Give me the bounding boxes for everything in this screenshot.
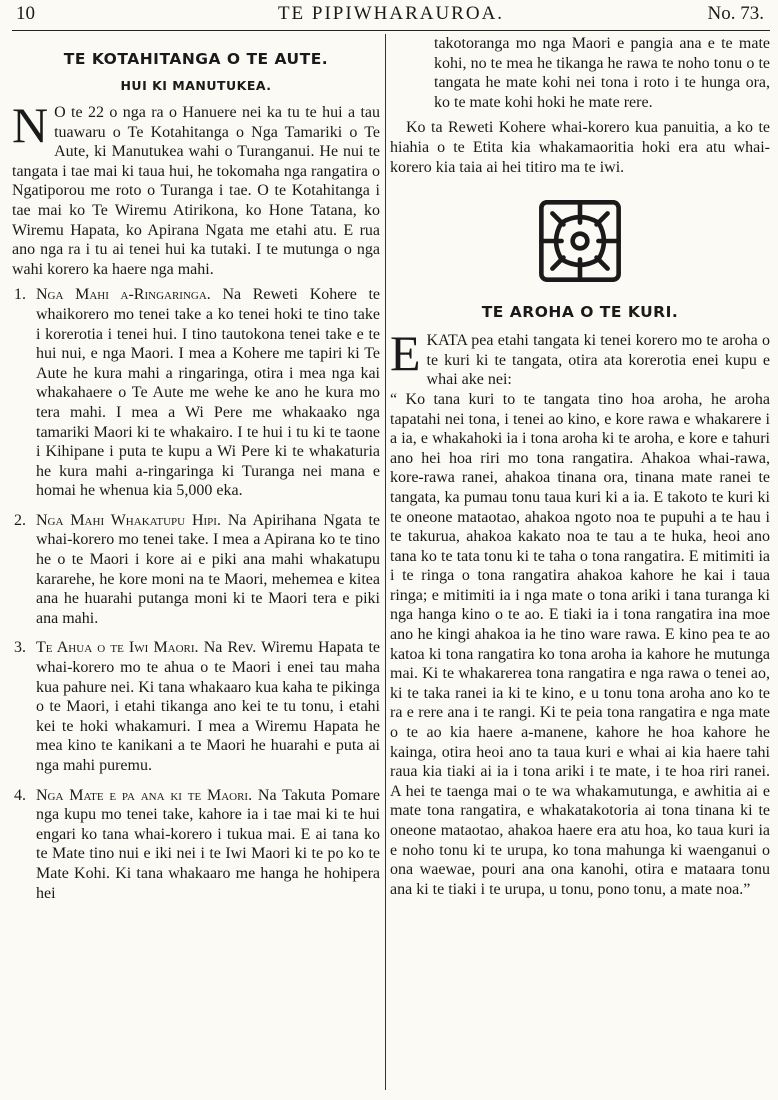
- agenda-item: 4. Nga Mate e pa ana ki te Maori. Na Takuta Pomare nga kupu mo tenei take, kahore ia i tae mai ki te hui engari ko tana whai-korero i tukua mai. E ai tana ko te Mate tino nui e iki nei i te Iwi Maori ki te po ko te Mate Kohi. Ki tana whakaaro me hanga he hohipera hei: [14, 786, 381, 902]
- drop-cap: E: [390, 325, 421, 382]
- item-text: Na Takuta Pomare nga kupu mo tenei take, kahore ia i tae mai ki te hui engari ko tana whai-korero i tukua mai. E ai tana ko te Mate tino nui e iki nei i te Iwi Maori ki te po ko te Mate Kohi. Ki tana whakaaro me hanga he hohipera hei: [36, 786, 381, 902]
- article-continuation: takotoranga mo nga Maori e pangia ana e te mate kohi, no te mea he tikanga he rawa te noho tonu o te tangata he mate kohi nei tona i roto i te hunga ora, ko te mate kohi hoki he mate rere.: [434, 35, 770, 111]
- article-closing: Ko ta Reweti Kohere whai-korero kua panuitia, a ko te hiahia o te Etita kia whakamaoritia hoki era atu whai-korero kia taia ai hei titiro ma te iwi.: [390, 119, 770, 176]
- decorative-ornament-icon: [534, 195, 626, 287]
- item-text: Na Apirihana Ngata te whai-korero mo tenei take. I mea a Apirana ko te tino he o te Maori i kore ai e piki ana mahi whakatupu kararehe, he kore moni na te Maori, mehemea e kitea ana he huarahi putanga moni ki te Maori tera e piki ana mahi.: [36, 511, 381, 627]
- page-number: 10: [16, 3, 35, 24]
- item-heading: Nga Mahi Whakatupu Hipi.: [36, 511, 221, 529]
- left-column: [12, 34, 380, 1094]
- item-heading: Nga Mahi a-Ringaringa.: [36, 286, 211, 304]
- columns: [12, 34, 770, 1094]
- article-title: TE AROHA O TE KURI.: [481, 303, 679, 322]
- item-heading: Te Ahua o te Iwi Maori.: [36, 639, 199, 657]
- drop-cap: N: [12, 97, 49, 153]
- article-subtitle: HUI KI MANUTUKEA.: [120, 78, 272, 93]
- intro-text: KATA pea etahi tangata ki tenei korero mo te aroha o te kuri ki te tangata, otira ata korerotia enei kupu e whai ake nei:: [426, 332, 770, 389]
- right-column: [390, 34, 770, 1094]
- intro-text: O te 22 o nga ra o Hanuere nei ka tu te hui a tau tuawaru o Te Kotahitanga o Nga Tamariki o Te Aute, ki Manutukea wahi o Turanganui. He nui te tangata i tae mai ki taua hui, he tokomaha nga rangatira o Ngatiporou me roto o Turanga i tae. O te Kotahitanga i tae mai ko Te Wiremu Atirikona, ko Hone Tatana, ko Wiremu Hapata, ko Apirana Ngata me etahi atu. E rua ano nga ra i tu ai tenei hui ka tutaki. I te mutunga o nga wahi korero ka haere nga mahi.: [12, 104, 380, 278]
- article-quote: “ Ko tana kuri to te tangata tino hoa aroha, he aroha tapatahi nei tona, i tenei ao kino, e kore rawa e whakarere i a ia, e whakahoki ia i tona aroha ki te aroha, e kore e tahuri ano hei hoa riri mo tona rangatira. Ahakoa whai-rawa, kore-rawa ranei, ahakoa tinana ora, tinana mate ranei te tangata, ka pumau tonu taua kuri ki a ia. E takoto te kuri ki te oneone mataotao, ahakoa ngoto noa te pupuhi a te hau i te takurua, ahakoa kakato noa te tau a te huka, heoi ano tana ko te tata tonu ki te taha o tona rangatira. E mitimiti ia i te ringa o tona rangatira ahakoa kahore he kai i taua ringa; e mitimiti ia i nga mate o tona ariki i tana turanga ki nga hanga kino o te ao. E tiaki ia i tona rangatira ina moe ano he kingi ahakoa ia he tino ware rawa. E kino pea te ao katoa ki tona rangatira ko tona aroha ia kahore he mutunga mai. Ki te whakarerea tona rangatira e nga rawa o tenei ao, ki te taka ranei ia ki te kino, e u tonu tona aroha ano ko te ra e rere ana i te rangi. Ki te peia tona rangatira e nga mate o te ao kia haere a-manene, kahore he hoa kahore he kainga, otira heoi ano ta taua kuri e whai ai kia haere tahi raua kia tiaki ai ia i tona ariki i te mate, i te hoa riri ranei. A hei te taenga mai o te wa whakamutunga, e awhitia ai e mate tona rangatira, e whakatakotoria ai tona tinana ki te oneone mataotao, ahakoa haere era atu hoa, ko taua kuri ia e noho tonu ki te urupa, ko tona mahunga ki waenganui o ona waewae, pouri ana ona kanohi, otira e mataara tonu ana ki te tiaki i te urupa, u tonu, pono tonu, a mate noa.”: [390, 390, 770, 898]
- publication-title: TE PIPIWHARAUROA.: [277, 3, 505, 24]
- agenda-item: 3. Te Ahua o te Iwi Maori. Na Rev. Wiremu Hapata te whai-korero mo te ahua o te Maori i enei tau maha kua pahure nei. Ki tana whakaaro kua kaha te pikinga o te Maori, i etahi tikanga ano kei te tu tonu, i etahi kei te hoki whakamuri. I mea a Wiremu Hapata he mea kino te kanikani a te Maori he huarahi e puta ai nga mahi puremu.: [14, 639, 380, 774]
- item-text: Na Reweti Kohere te whaikorero mo tenei take a ko tenei hoki te tino take i korerotia i tenei hui. I tino tautokona tenei take e te hui nui, e nga Maori. I mea a Kohere me tapiri ki Te Aute he kura mahi a ringaringa, otira i mea nga kai whakahaere o Te Aute me wehe ke ano he kura mo tera mahi. I mea a Wi Pere me whakaako nga tamariki Maori ki te whakairo. I te hui i tu ki te taone i Kihipane i puta te kupu a Wi Pere ki te whakaturia he kura mahi a-ringaringa ki Turanga nei mana e homai he whenua kia 5,000 eka.: [36, 286, 381, 500]
- item-heading: Nga Mate e pa ana ki te Maori.: [36, 786, 253, 804]
- page-header: [12, 0, 770, 31]
- article-title: TE KOTAHITANGA O TE AUTE.: [63, 50, 329, 68]
- article-intro: [390, 325, 770, 390]
- item-text: Na Rev. Wiremu Hapata te whai-korero mo te ahua o te Maori i enei tau maha kua pahure nei. Ki tana whakaaro kua kaha te pikinga o te Maori, i etahi tikanga ano kei te tu tonu, i etahi kei te hoki whakamuri. I mea a Wiremu Hapata he mea kino te kanikani a te Maori he huarahi e puta ai nga mahi puremu.: [36, 639, 380, 774]
- issue-number: No. 73.: [707, 3, 764, 24]
- agenda-item: 2. Nga Mahi Whakatupu Hipi. Na Apirihana Ngata te whai-korero mo tenei take. I mea a Apirana ko te tino he o te Maori i kore ai e piki ana mahi whakatupu kararehe, he kore moni na te Maori, mehemea e kitea ana he huarahi putanga moni ki te Maori tera e piki ana mahi.: [14, 511, 381, 627]
- agenda-item: 1. Nga Mahi a-Ringaringa. Na Reweti Kohere te whaikorero mo tenei take a ko tenei hoki te tino take i korerotia i tenei hui. I tino tautokona tenei take e te hui nui, e nga Maori. I mea a Kohere me tapiri ki Te Aute he kura mahi a ringaringa, otira i mea nga kai whakahaere o Te Aute me wehe ke ano he kura mo tera mahi. I mea a Wi Pere me whakaako nga tamariki Maori ki te whakairo. I te hui i tu ki te taone i Kihipane i puta te kupu a Wi Pere ki te whakaturia he kura mahi a-ringaringa ki Turanga nei mana e homai he whenua kia 5,000 eka.: [14, 286, 381, 500]
- article-intro: [12, 97, 380, 279]
